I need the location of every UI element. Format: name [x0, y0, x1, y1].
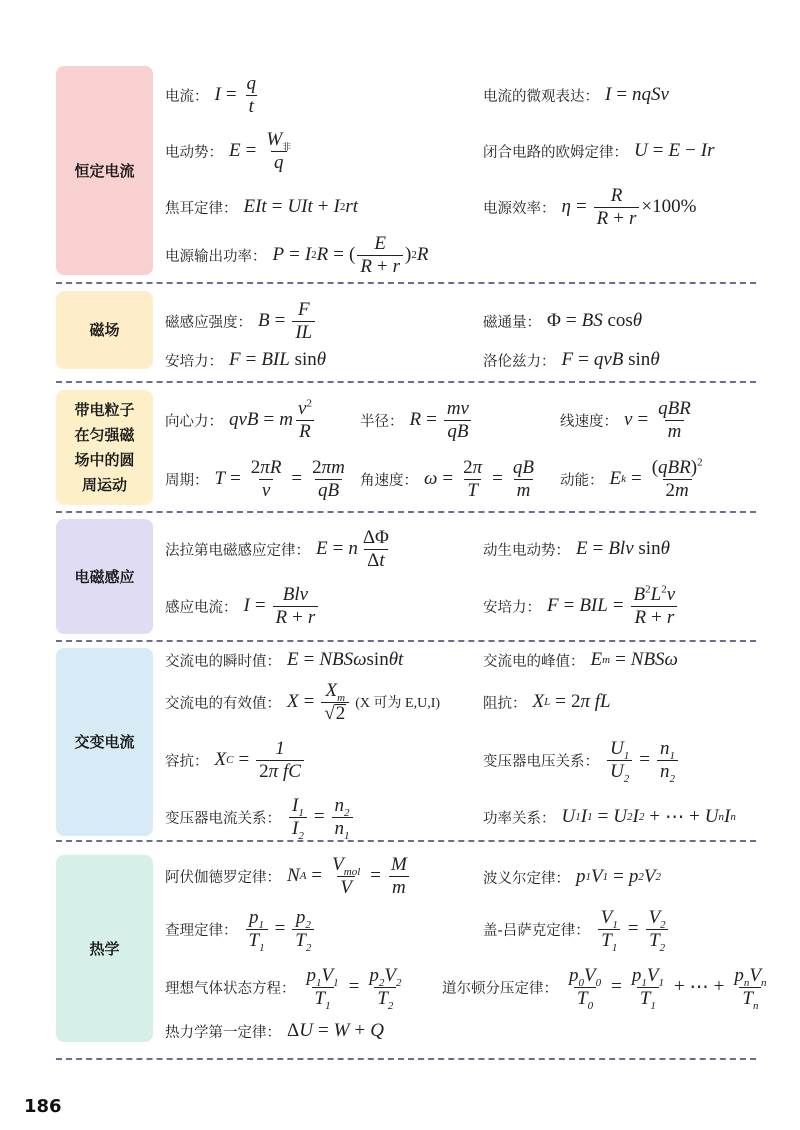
section-divider [56, 381, 756, 383]
formula-first-law: 热力学第一定律： Δ U = W + Q [165, 1020, 384, 1041]
formula-label: 查理定律： [165, 922, 238, 939]
formula-faraday: 法拉第电磁感应定律： E = n $\frac{\Delta\Phi}{\Delta t}$ [165, 526, 389, 571]
formula-micro-current: 电流的微观表达： I = nqSv [483, 84, 669, 105]
formula-label: 电流的微观表达： [483, 88, 599, 105]
section-divider [56, 511, 756, 513]
formula-flux: 磁通量： Φ = BS cos θ [483, 310, 643, 331]
formula-transformer-current: 变压器电流关系： $\frac{I_1}{I_2}$ = $\frac{n_2}{n_1}$ [165, 793, 355, 841]
formula-label: 电流： [165, 88, 209, 105]
formula-label: 电源输出功率： [165, 248, 267, 265]
formula-label: 半径： [360, 413, 404, 430]
section-tag-current [56, 66, 153, 275]
formula-label: 磁感应强度： [165, 314, 252, 331]
formula-induction-ampere: 安培力： F = BIL = $\frac{B^2L^2v}{R + r}$ [483, 582, 680, 630]
section-title: 热学 [89, 939, 120, 958]
formula-motional-emf: 动生电动势： E = Blv sin θ [483, 538, 670, 559]
section-title: 带电粒子在匀强磁场中的圆周运动 [74, 400, 135, 494]
formula-label: 感应电流： [165, 599, 238, 616]
formula-label: 磁通量： [483, 314, 541, 331]
formula-b-field: 磁感应强度： B = $\frac{F}{IL}$ [165, 298, 317, 344]
formula-centripetal: 向心力： qvB = m $\frac{v^2}{R}$ [165, 397, 312, 442]
formula-ampere-force: 安培力： F = BIL sin θ [165, 349, 327, 370]
formula-label: 法拉第电磁感应定律： [165, 542, 310, 559]
formula-label: 电源效率： [483, 200, 556, 217]
formula-gay-lussac: 盖-吕萨克定律： $\frac{V_1}{T_1}$ = $\frac{V_2}{T_2}$ [483, 905, 671, 953]
formula-label: 动生电动势： [483, 542, 570, 559]
section-tag-ac [56, 648, 153, 836]
page-number: 186 [24, 1096, 62, 1117]
formula-ideal-gas: 理想气体状态方程： $\frac{p_1V_1}{T_1}$ = $\frac{p_2V_2}{T_2}$ [165, 964, 402, 1012]
formula-angular-velocity: 角速度： ω = $\frac{2\pi}{T}$ = $\frac{qB}{m}$ [360, 456, 534, 501]
formula-label: 交流电的瞬时值： [165, 653, 281, 670]
formula-label: 变压器电流关系： [165, 810, 281, 827]
formula-label: 功率关系： [483, 810, 556, 827]
section-title: 电磁感应 [74, 567, 135, 586]
formula-period: 周期： T = $\frac{2\pi R}{v}$ = $\frac{2\pi m}{qB}$ [165, 456, 345, 501]
formula-linear-velocity: 线速度： v = qBR m [560, 397, 691, 442]
formula-closed-ohm: 闭合电路的欧姆定律： U = E − Ir [483, 140, 715, 161]
formula-label: 容抗： [165, 753, 209, 770]
formula-avogadro: 阿伏伽德罗定律： N A = $V_{mol}$ V = $\frac{M}{m}$ [165, 853, 407, 898]
section-divider [56, 1058, 756, 1060]
formula-output-power: 电源输出功率： P = I 2 R = ( E R + r ) 2 R [165, 232, 429, 277]
formula-joule: 焦耳定律： EIt = UIt + I 2 rt [165, 196, 358, 217]
formula-label: 洛伦兹力： [483, 353, 556, 370]
formula-label: 交流电的有效值： [165, 695, 281, 712]
formula-label: 盖-吕萨克定律： [483, 922, 590, 939]
section-title: 交变电流 [74, 733, 135, 751]
formula-label: 道尔顿分压定律： [442, 980, 558, 997]
formula-emf: 电动势： E = $W_非$ q [165, 128, 292, 173]
formula-ac-instant: 交流电的瞬时值： E = NBSω sin θt [165, 649, 404, 670]
formula-label: 线速度： [560, 413, 618, 430]
formula-efficiency: 电源效率： η = $\frac{R}{R + r}$ ×100% [483, 184, 697, 229]
formula-induced-current: 感应电流： I = Blv R + r [165, 582, 320, 630]
section-divider [56, 640, 756, 642]
section-divider [56, 282, 756, 284]
formula-label: 波义尔定律： [483, 870, 570, 887]
ac-effective-note: (X 可为 E,U,I) [355, 696, 441, 711]
formula-capacitive-reactance: 容抗： X C = $\frac{1}{\text{2π fC}}$ [165, 736, 306, 784]
formula-lorentz: 洛伦兹力： F = qvB sin θ [483, 349, 660, 370]
section-title: 磁场 [89, 321, 120, 339]
formula-label: 安培力： [165, 353, 223, 370]
formula-label: 安培力： [483, 599, 541, 616]
section-tag-induction [56, 519, 153, 634]
formula-kinetic-energy: 动能： E k = (qBR)$^2$ 2m [560, 456, 703, 501]
formula-current: 电流： I = $\frac{q}{t}$ [165, 72, 257, 117]
section-tag-magnet [56, 291, 153, 369]
formula-label: 焦耳定律： [165, 200, 238, 217]
section-title: 恒定电流 [74, 161, 135, 180]
formula-power-relation: 功率关系： U 1 I 1 = U 2 I 2 + ⋯ + U n I n [483, 806, 736, 828]
formula-label: 角速度： [360, 472, 418, 489]
formula-ac-peak: 交流电的峰值： E m = NBSω [483, 649, 678, 670]
formula-charles: 查理定律： $\frac{p_1}{T_1}$ = $\frac{p_2}{T_2}$ [165, 905, 316, 953]
formula-label: 动能： [560, 472, 604, 489]
formula-label: 理想气体状态方程： [165, 980, 296, 997]
formula-dalton: 道尔顿分压定律： $\frac{p_0V_0}{T_0}$ = $\frac{p_1V_1}{T_1}$ + ⋯ + $p_nV_n$ $T_n$ [442, 964, 767, 1012]
section-tag-thermo [56, 855, 153, 1042]
formula-label: 周期： [165, 472, 209, 489]
formula-label: 交流电的峰值： [483, 653, 585, 670]
formula-transformer-voltage: 变压器电压关系： $\frac{U_1}{U_2}$ = $\frac{n_1}{n_2}$ [483, 736, 680, 784]
formula-label: 电动势： [165, 144, 223, 161]
formula-ac-effective: 交流电的有效值： X = $X_m$ √ 2 (X 可为 E,U,I) [165, 679, 441, 724]
formula-label: 变压器电压关系： [483, 753, 599, 770]
formula-label: 阻抗： [483, 695, 527, 712]
formula-inductive-reactance: 阻抗： X L = 2 π fL [483, 691, 611, 712]
formula-label: 闭合电路的欧姆定律： [483, 144, 628, 161]
section-tag-particle [56, 390, 153, 505]
section-divider [56, 840, 756, 842]
percent-factor: ×100% [641, 196, 697, 217]
formula-boyle: 波义尔定律： p 1 V 1 = p 2 V 2 [483, 866, 661, 887]
formula-label: 热力学第一定律： [165, 1024, 281, 1041]
formula-radius: 半径： R = $\frac{mv}{qB}$ [360, 396, 474, 444]
formula-label: 向心力： [165, 413, 223, 430]
formula-label: 阿伏伽德罗定律： [165, 869, 281, 886]
nonstatic-subscript: 非 [282, 141, 292, 152]
